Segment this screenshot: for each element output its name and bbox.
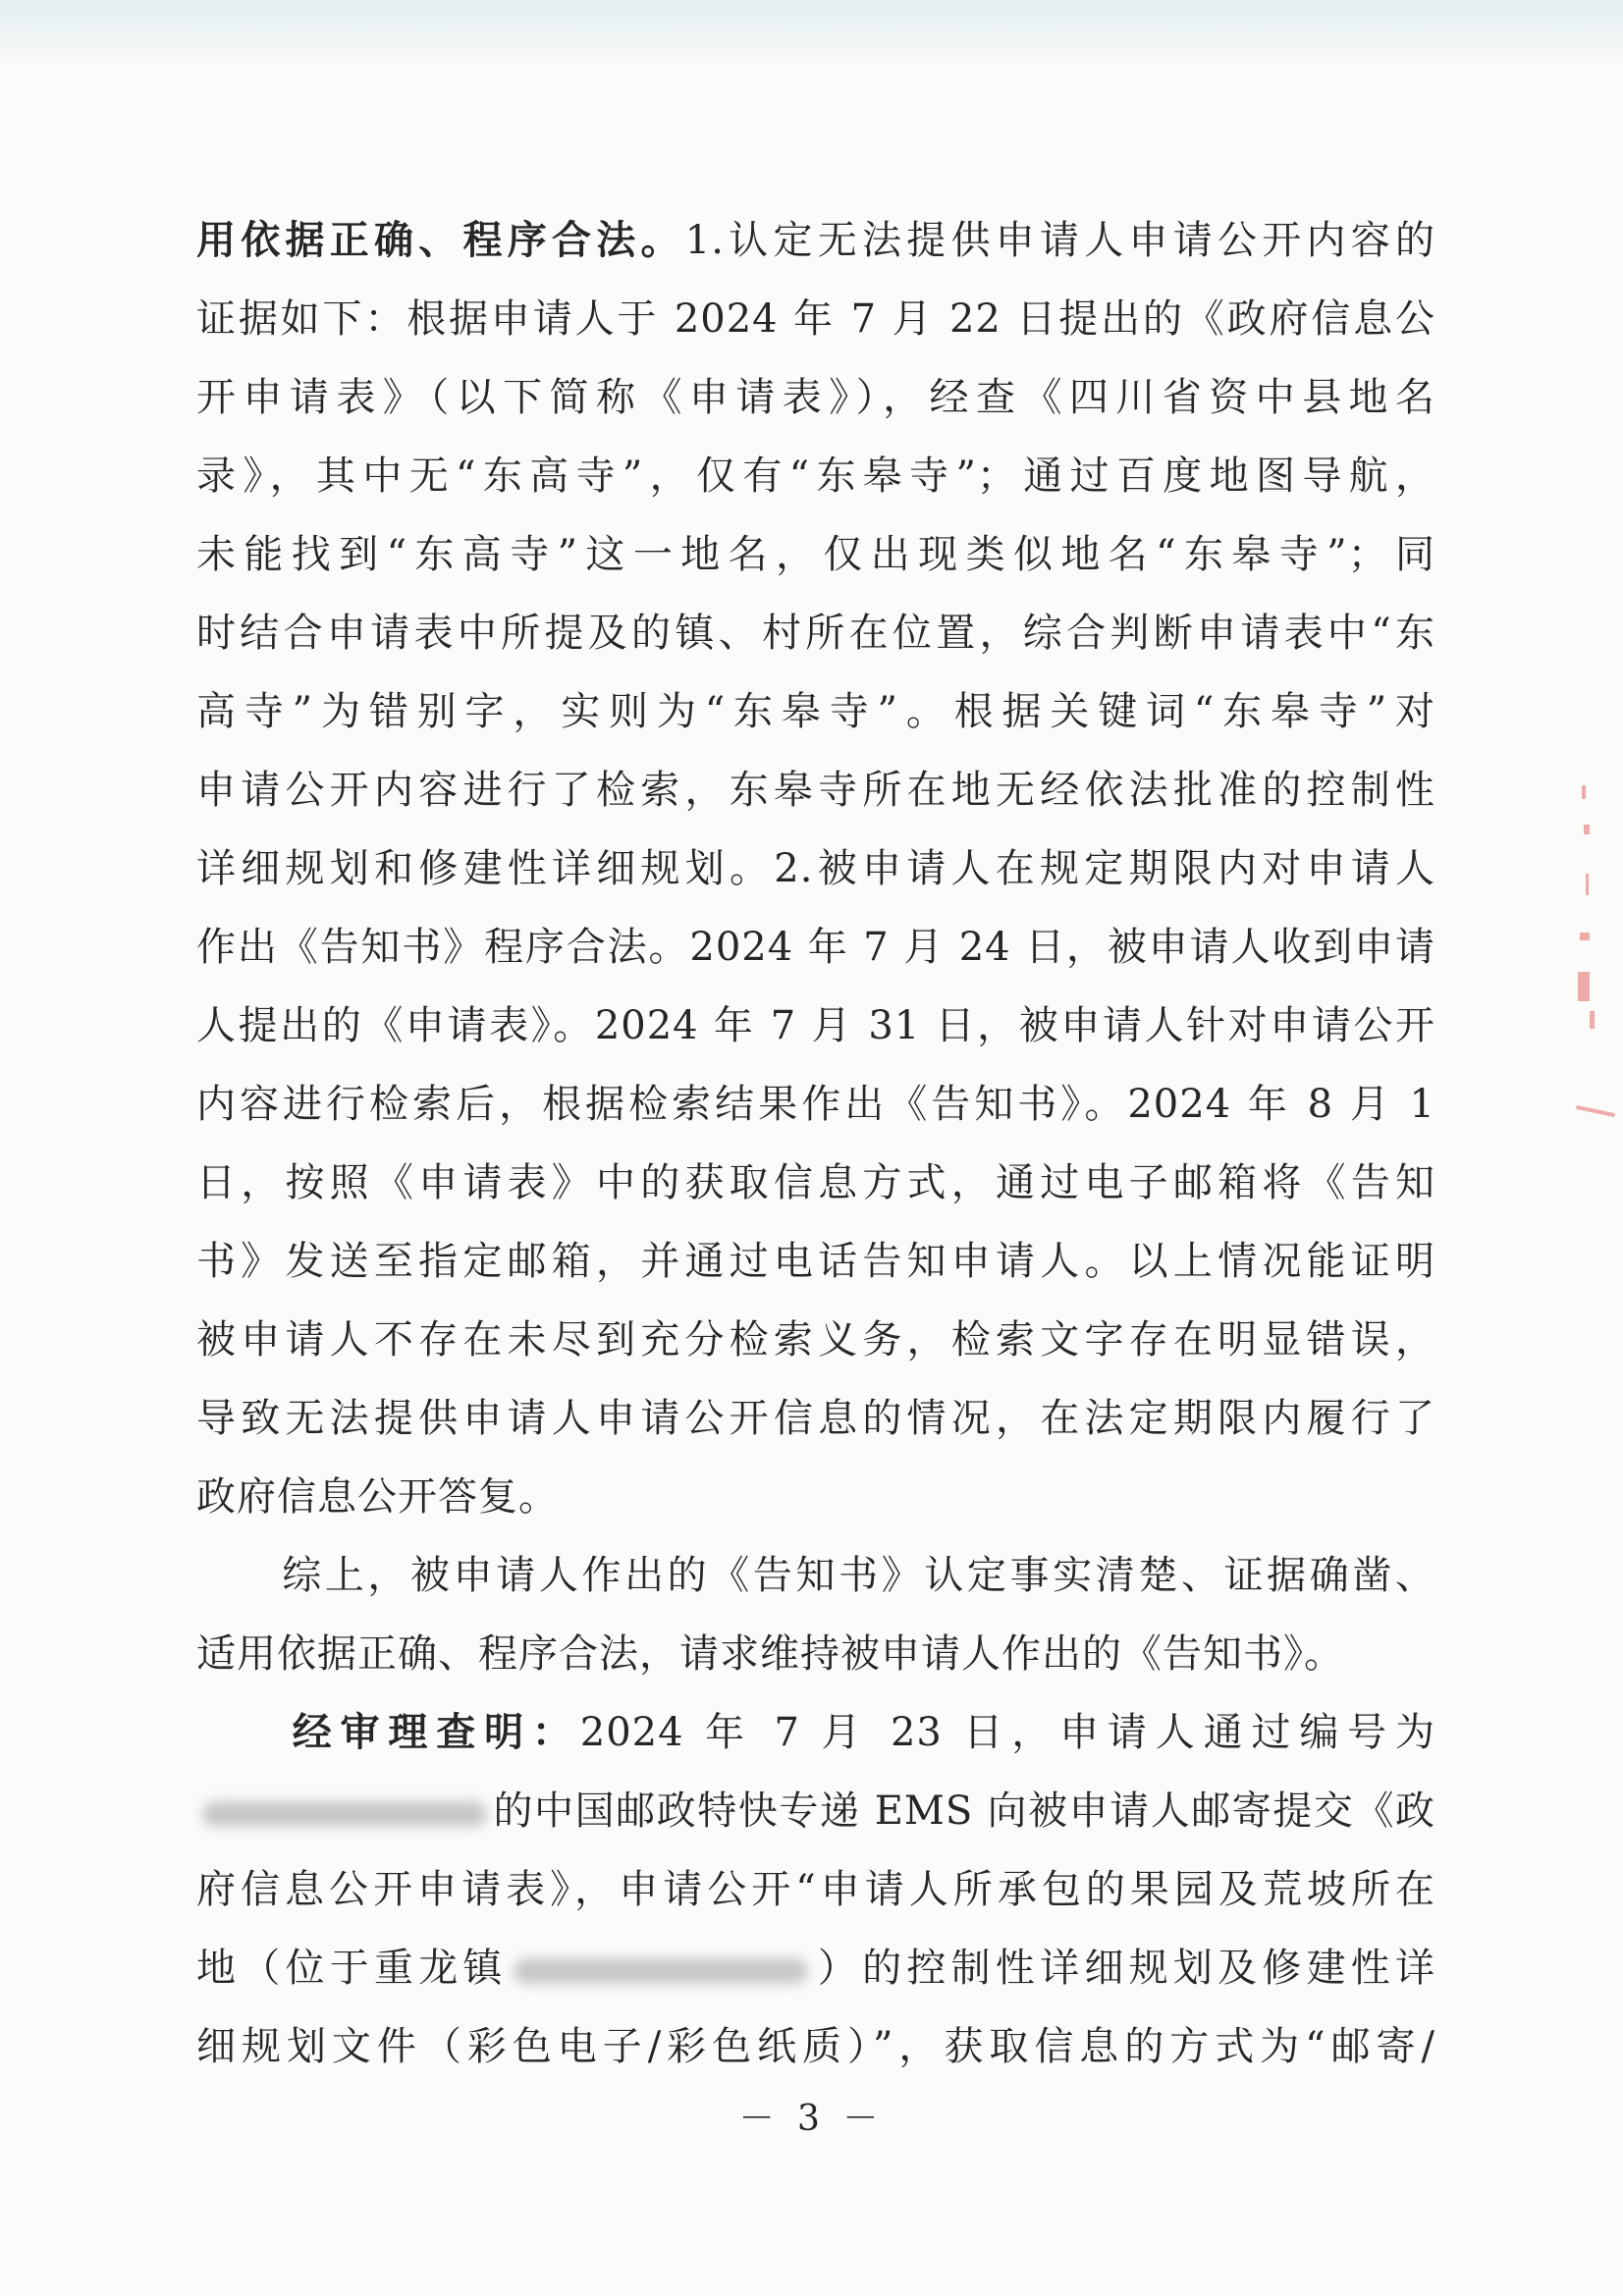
bold-lead: 经审理查明： [196, 1709, 580, 1755]
text-line: 申请公开内容进行了检索，东皋寺所在地无经依法批准的控制性 [196, 768, 1435, 813]
text-line [196, 201, 1435, 280]
text-line: 详细规划和修建性详细规划。2.被申请人在规定期限内对申请人 [196, 846, 1435, 891]
text-line: 书》发送至指定邮箱，并通过电话告知申请人。以上情况能证明 [196, 1239, 1435, 1284]
text-line: 细规划文件（彩色电子/彩色纸质）”，获取信息的方式为“邮寄/ [196, 2024, 1435, 2069]
text-line: 导致无法提供申请人申请公开信息的情况，在法定期限内履行了 [196, 1396, 1435, 1441]
text-line: 时结合申请表中所提及的镇、村所在位置，综合判断申请表中“东 [196, 611, 1435, 656]
text-line: 被申请人不存在未尽到充分检索义务，检索文字存在明显错误， [196, 1317, 1435, 1362]
text-line: 高寺”为错别字，实则为“东皋寺”。根据关键词“东皋寺”对 [196, 689, 1435, 734]
text-line: 作出《告知书》程序合法。2024 年 7 月 24 日，被申请人收到申请 [196, 925, 1435, 970]
text-line: 综上，被申请人作出的《告知书》认定事实清楚、证据确凿、 [196, 1553, 1435, 1598]
text-line: 政府信息公开答复。 [196, 1474, 559, 1520]
scan-edge-shadow [0, 0, 1623, 69]
text-line: 适用依据正确、程序合法，请求维持被申请人作出的《告知书》。 [196, 1631, 1344, 1677]
text-line: 内容进行检索后，根据检索结果作出《告知书》。2024 年 8 月 1 [196, 1082, 1435, 1127]
seal-edge-mark [1564, 785, 1623, 1139]
bold-lead: 用依据正确、程序合法。 [196, 217, 685, 263]
text-line [196, 1772, 1435, 1850]
line-text: 地（位于重龙镇 [196, 1946, 508, 1991]
line-text: 1.认定无法提供申请人申请公开内容的 [684, 218, 1436, 263]
text-line: 府信息公开申请表》，申请公开“申请人所承包的果园及荒坡所在 [196, 1867, 1435, 1912]
redacted-tracking-number [202, 1801, 487, 1827]
line-text: ）的控制性详细规划及修建性详 [813, 1946, 1436, 1991]
document-body [196, 201, 1435, 2086]
text-line: 录》，其中无“东高寺”，仅有“东皋寺”；通过百度地图导航， [196, 454, 1435, 499]
text-line: 开申请表》（以下简称《申请表》），经查《四川省资中县地名 [196, 375, 1435, 420]
text-line: 证据如下：根据申请人于 2024 年 7 月 22 日提出的《政府信息公 [196, 296, 1435, 342]
text-line: 人提出的《申请表》。2024 年 7 月 31 日，被申请人针对申请公开 [196, 1003, 1435, 1048]
line-text: 2024 年 7 月 23 日，申请人通过编号为 [579, 1710, 1436, 1755]
text-line [196, 1929, 1435, 2007]
text-line [196, 1693, 1435, 1772]
line-text: 的中国邮政特快专递 EMS 向被申请人邮寄提交《政 [493, 1789, 1435, 1834]
page-number: － 3 － [738, 2099, 885, 2139]
redacted-location [514, 1958, 808, 1984]
text-line: 未能找到“东高寺”这一地名，仅出现类似地名“东皋寺”；同 [196, 532, 1435, 577]
text-line: 日，按照《申请表》中的获取信息方式，通过电子邮箱将《告知 [196, 1160, 1435, 1205]
